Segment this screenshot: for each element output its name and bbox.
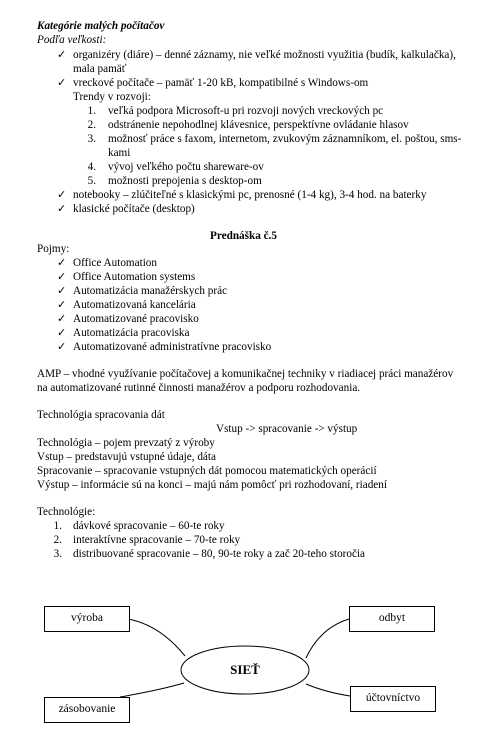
- check-icon: ✓: [57, 49, 67, 61]
- term-item: Automatizácia manažérskych prác: [73, 285, 228, 297]
- trends-label: Trendy v rozvoji:: [73, 91, 151, 103]
- connector-zasobovanie: [120, 683, 184, 697]
- numbered-item: možnosti prepojenia s desktop-om: [108, 175, 262, 187]
- section-title: Kategórie malých počítačov: [37, 20, 165, 32]
- list-number: 1.: [87, 105, 96, 117]
- check-icon: ✓: [57, 203, 67, 215]
- node-odbyt: odbyt: [349, 606, 435, 632]
- numbered-item-continuation: kami: [108, 147, 131, 159]
- term-item: Automatizované pracovisko: [73, 313, 199, 325]
- node-vyroba: výroba: [44, 606, 130, 632]
- check-icon: ✓: [57, 327, 67, 339]
- term-item: Automatizované administratívne pracovisko: [73, 341, 272, 353]
- list-number: 2.: [87, 119, 96, 131]
- list-item: klasické počítače (desktop): [73, 203, 195, 215]
- check-icon: ✓: [57, 271, 67, 283]
- term-item: Office Automation systems: [73, 271, 196, 283]
- node-zasobovanie: zásobovanie: [44, 697, 130, 723]
- check-icon: ✓: [57, 299, 67, 311]
- technology-item: dávkové spracovanie – 60-te roky: [73, 520, 225, 532]
- definition-line: Technológia – pojem prevzatý z výroby: [37, 437, 215, 449]
- list-number: 4.: [87, 161, 96, 173]
- technologies-label: Technológie:: [37, 506, 96, 518]
- node-uctovnictvo: účtovníctvo: [350, 686, 436, 712]
- numbered-item: odstránenie nepohodlnej klávesnice, perspektívne ovládanie hlasov: [108, 119, 409, 131]
- list-number: 2.: [53, 534, 62, 546]
- term-item: Automatizácia pracoviska: [73, 327, 190, 339]
- connector-uctovnictvo: [306, 684, 350, 696]
- numbered-item: veľká podpora Microsoft-u pri rozvoji nových vreckových pc: [108, 105, 384, 117]
- list-item: vreckové počítače – pamäť 1-20 kB, kompatibilné s Windows-om: [73, 77, 369, 89]
- amp-definition: AMP – vhodné využívanie počítačovej a komunikačnej techniky v riadiacej práci manažérov: [37, 368, 454, 380]
- lecture-heading: Prednáška č.5: [210, 230, 277, 242]
- check-icon: ✓: [57, 189, 67, 201]
- numbered-item: vývoj veľkého počtu shareware-ov: [108, 161, 264, 173]
- check-icon: ✓: [57, 257, 67, 269]
- pojmy-label: Pojmy:: [37, 243, 70, 255]
- term-item: Automatizovaná kancelária: [73, 299, 196, 311]
- connector-vyroba: [128, 619, 185, 656]
- check-icon: ✓: [57, 341, 67, 353]
- section-subtitle: Podľa veľkosti:: [37, 34, 107, 46]
- tech-title: Technológia spracovania dát: [37, 409, 165, 421]
- process-flow: Vstup -> spracovanie -> výstup: [216, 423, 358, 435]
- list-item: notebooky – zlúčiteľné s klasickými pc, prenosné (1-4 kg), 3-4 hod. na baterky: [73, 189, 427, 201]
- list-item-continuation: mala pamäť: [73, 63, 127, 75]
- list-number: 1.: [53, 520, 62, 532]
- check-icon: ✓: [57, 77, 67, 89]
- list-number: 5.: [87, 175, 96, 187]
- term-item: Office Automation: [73, 257, 157, 269]
- check-icon: ✓: [57, 313, 67, 325]
- list-number: 3.: [53, 548, 62, 560]
- list-item: organizéry (diáre) – denné záznamy, nie veľké možnosti využitia (budík, kalkulačka),: [73, 49, 456, 61]
- definition-line: Výstup – informácie sú na konci – majú nám pomôcť pri rozhodovaní, riadení: [37, 479, 387, 491]
- technology-item: distribuované spracovanie – 80, 90-te roky a zač 20-teho storočia: [73, 548, 366, 560]
- numbered-item: možnosť práce s faxom, internetom, zvukovým záznamníkom, el. poštou, sms-: [108, 133, 462, 145]
- definition-line: Vstup – predstavujú vstupné údaje, dáta: [37, 451, 216, 463]
- check-icon: ✓: [57, 285, 67, 297]
- connector-odbyt: [306, 619, 349, 658]
- amp-definition-continuation: na automatizované rutinné činnosti manažérov a podporu rozhodovania.: [37, 382, 361, 394]
- center-label: SIEŤ: [230, 662, 260, 677]
- technology-item: interaktívne spracovanie – 70-te roky: [73, 534, 241, 546]
- definition-line: Spracovanie – spracovanie vstupných dát pomocou matematických operácií: [37, 465, 377, 477]
- list-number: 3.: [87, 133, 96, 145]
